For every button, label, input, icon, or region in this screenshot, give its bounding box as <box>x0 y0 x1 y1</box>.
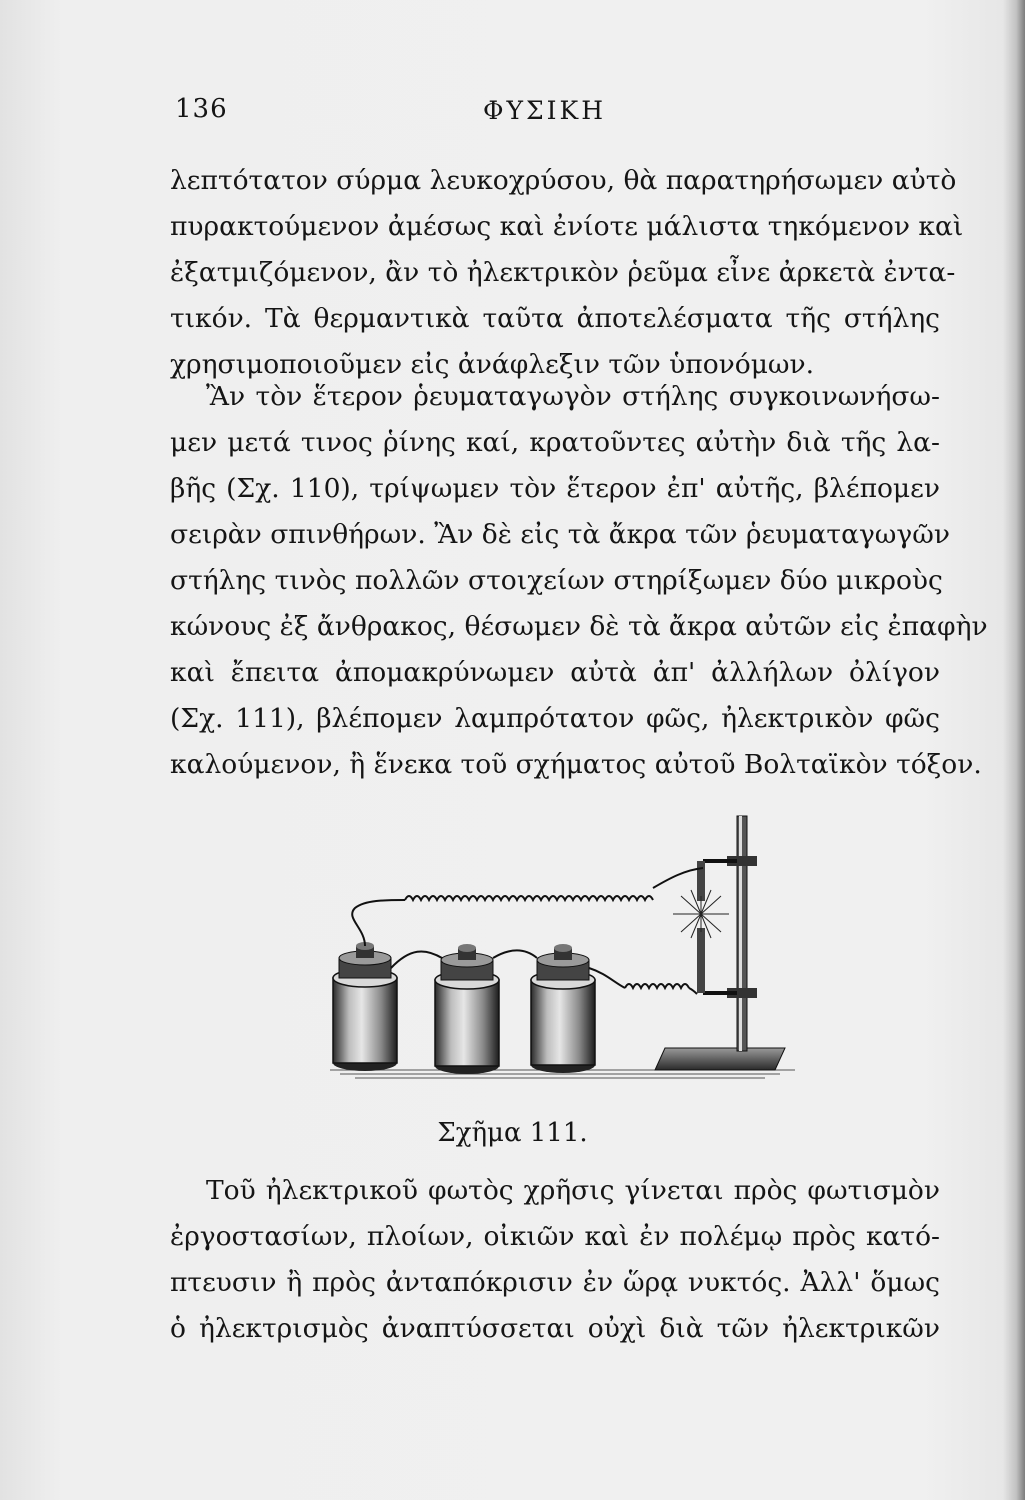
running-title: ΦΥΣΙΚΗ <box>483 96 607 125</box>
text-line: καὶ ἔπειτα ἀπομακρύνωμεν αὐτὰ ἀπ' ἀλλήλων ὀλίγον <box>170 657 940 688</box>
figure-voltaic-arc-illustration <box>325 808 795 1088</box>
paragraph-3 <box>170 1168 940 1352</box>
text-line: ἐξατμιζόμενον, ἂν τὸ ἠλεκτρικὸν ῥεῦμα εἶνε ἀρκετὰ ἐντα- <box>170 257 956 288</box>
battery-cell-3 <box>531 944 595 1073</box>
text-line: λεπτότατον σύρμα λευκοχρύσου, θὰ παρατηρήσωμεν αὐτὸ <box>170 165 957 196</box>
text-line: πυρακτούμενον ἀμέσως καὶ ἐνίοτε μάλιστα τηκόμενον καὶ <box>170 211 964 242</box>
text-line: πτευσιν ἢ πρὸς ἀνταπόκρισιν ἐν ὥρᾳ νυκτός. Ἀλλ' ὅμως <box>170 1267 940 1298</box>
text-line: κώνους ἐξ ἄνθρακος, θέσωμεν δὲ τὰ ἄκρα αὐτῶν εἰς ἐπαφὴν <box>170 611 988 642</box>
paragraph-2 <box>170 374 988 788</box>
text-line: σειρὰν σπινθήρων. Ἂν δὲ εἰς τὰ ἄκρα τῶν ῥευματαγωγῶν <box>170 519 950 550</box>
text-line: ἐργοστασίων, πλοίων, οἰκιῶν καὶ ἐν πολέμῳ πρὸς κατό- <box>170 1221 940 1252</box>
figure-caption: Σχῆμα 111. <box>437 1118 588 1148</box>
connecting-wires <box>352 868 703 994</box>
arc-lamp-stand <box>655 816 785 1070</box>
text-line: (Σχ. 111), βλέπομεν λαμπρότατον φῶς, ἠλεκτρικὸν φῶς <box>170 703 940 734</box>
text-line: Ἂν τὸν ἕτερον ῥευματαγωγὸν στήλης συγκοινωνήσω- <box>206 381 940 412</box>
paragraph-1 <box>170 158 964 388</box>
text-line: τικόν. Τὰ θερμαντικὰ ταῦτα ἀποτελέσματα τῆς στήλης <box>170 303 940 334</box>
page-edge-shadow <box>1003 0 1025 1500</box>
text-line: βῆς (Σχ. 110), τρίψωμεν τὸν ἕτερον ἐπ' αὐτῆς, βλέπομεν <box>170 473 940 504</box>
text-line: μεν μετά τινος ῥίνης καί, κρατοῦντες αὐτὴν διὰ τῆς λα- <box>170 427 940 458</box>
battery-cell-2 <box>435 944 499 1074</box>
battery-cell-1 <box>333 942 397 1071</box>
electric-arc-spark <box>673 890 729 938</box>
text-line: Τοῦ ἠλεκτρικοῦ φωτὸς χρῆσις γίνεται πρὸς φωτισμὸν <box>206 1175 940 1206</box>
page-number: 136 <box>175 94 228 124</box>
text-line: καλούμενον, ἢ ἕνεκα τοῦ σχήματος αὐτοῦ Βολταϊκὸν τόξον. <box>170 749 982 780</box>
text-line: ὁ ἠλεκτρισμὸς ἀναπτύσσεται οὐχὶ διὰ τῶν ἠλεκτρικῶν <box>170 1313 940 1344</box>
text-line: χρησιμοποιοῦμεν εἰς ἀνάφλεξιν τῶν ὑπονόμων. <box>170 349 815 380</box>
text-line: στήλης τινὸς πολλῶν στοιχείων στηρίξωμεν δύο μικροὺς <box>170 565 943 596</box>
